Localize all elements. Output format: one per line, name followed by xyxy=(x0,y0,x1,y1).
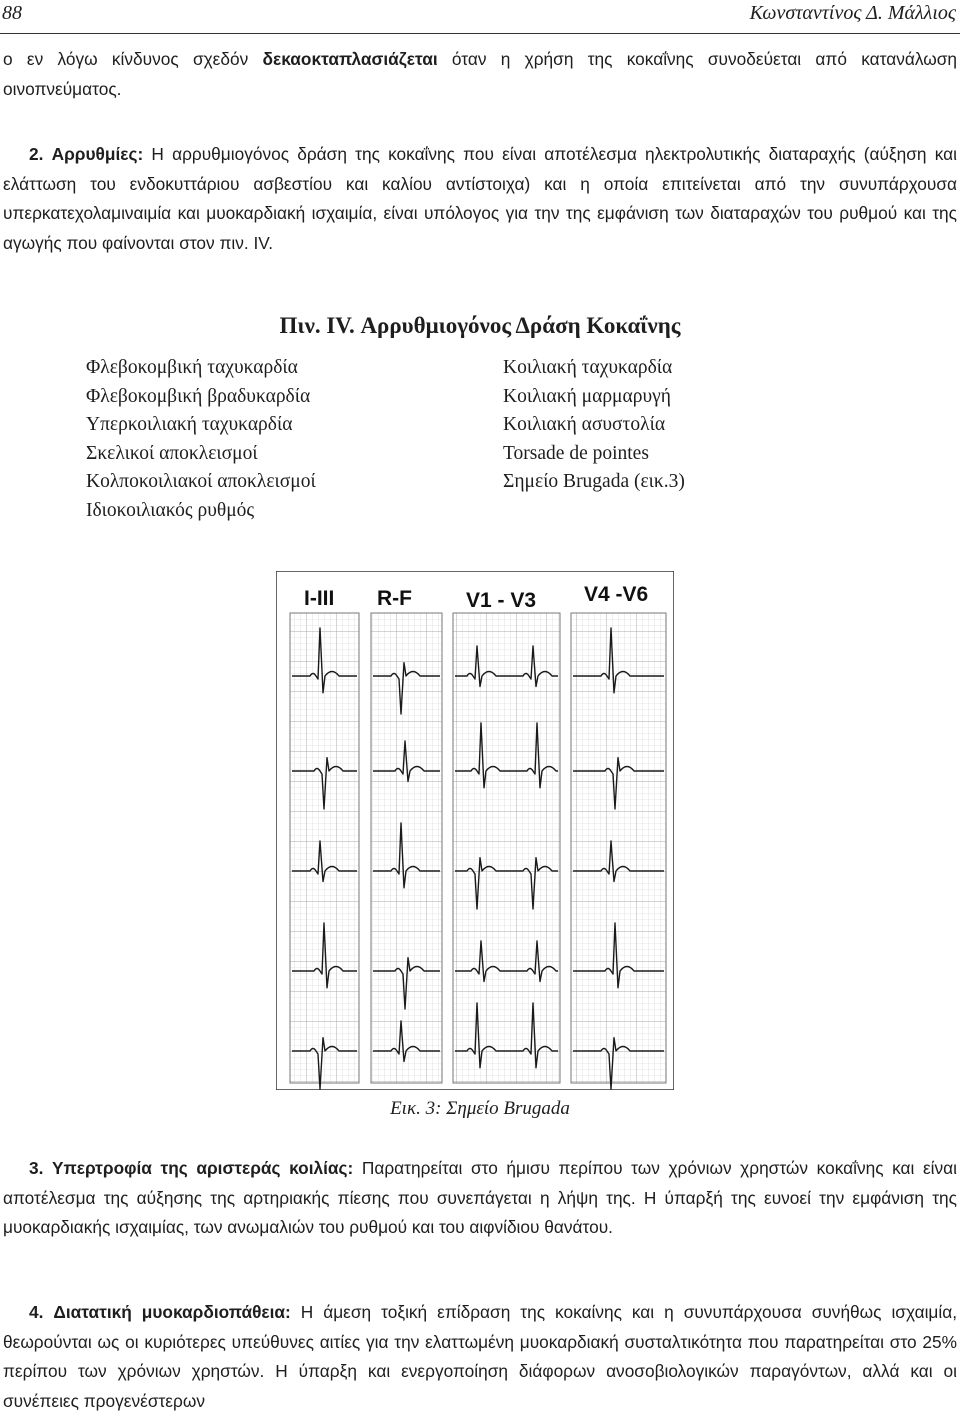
table-title: Πιν. IV. Αρρυθμιογόνος Δράση Κοκαΐνης xyxy=(279,313,681,338)
intro-text-end: όταν η χρήση της κοκαΐνης συνοδεύεται από κατανάλωση οινοπνεύματος. xyxy=(3,49,957,99)
lead-label-i-iii: I-III xyxy=(304,587,335,610)
page-number: 88 xyxy=(2,2,22,24)
section-4-number: 4. xyxy=(29,1302,44,1322)
table-item: Κοιλιακή μαρμαρυγή xyxy=(503,385,671,407)
section-2-paragraph xyxy=(3,140,957,258)
page-header xyxy=(0,0,960,34)
table-item: Κοιλιακή ταχυκαρδία xyxy=(503,357,673,378)
section-4-text: Η άμεση τοξική επίδραση της κοκαίνης και η συνυπάρχουσα συνήθως ισχαιμία, θεωρούνται ως οι κυριότερες υπεύθυνες αιτίες για την ελαττωμένη μυοκαρδιακή συσταλτικότητα που παρατηρείται στο 25% περίπου των χρόνιων χρηστών. Η ύπαρξη και ενεργοποίηση διάφορων ανοσοβιολογικών παραγόντων, αλλά και οι συνέπειες προγενέστερων xyxy=(3,1302,957,1411)
section-3-number: 3. xyxy=(29,1158,44,1178)
section-3-paragraph xyxy=(3,1154,957,1243)
section-3-text: Παρατηρείται στο ήμισυ περίπου των χρόνιων χρηστών κοκαΐνης και είναι αποτέλεσμα της αύξησης της αρτηριακής πίεσης που συνεπάγεται η λήψη της. Η ύπαρξή της ευνοεί την εμφάνιση της μυοκαρδιακής ισχαιμίας, των ανωμαλιών του ρυθμού και του αιφνίδιου θανάτου. xyxy=(3,1158,957,1237)
table-item: Torsade de pointes xyxy=(503,442,649,464)
ecg-figure xyxy=(276,571,674,1090)
header-rule xyxy=(0,33,960,34)
intro-text-start: ο εν λόγω κίνδυνος σχεδόν xyxy=(3,49,263,69)
section-2-title: Αρρυθμίες: xyxy=(51,144,144,164)
section-4-paragraph xyxy=(3,1298,957,1416)
table-item: Σημείο Brugada (εικ.3) xyxy=(503,471,685,493)
table-item: Φλεβοκομβική ταχυκαρδία xyxy=(86,357,298,378)
ecg-strip-r-f xyxy=(371,613,442,1083)
table-left-column xyxy=(86,354,316,526)
lead-label-r-f: R-F xyxy=(377,587,412,610)
intro-emphasis: δεκαοκταπλασιάζεται xyxy=(262,49,438,69)
figure-caption: Εικ. 3: Σημείο Brugada xyxy=(390,1098,570,1119)
ecg-strip-v4-v6 xyxy=(571,613,666,1083)
table-item: Φλεβοκομβική βραδυκαρδία xyxy=(86,385,311,407)
running-head-author: Κωνσταντίνος Δ. Μάλλιος xyxy=(749,2,956,24)
table-right-column xyxy=(503,354,685,497)
lead-label-v1-v3: V1 - V3 xyxy=(466,589,537,612)
table-item: Κοιλιακή ασυστολία xyxy=(503,414,666,436)
section-2-text: Η αρρυθμιογόνος δράση της κοκαΐνης που είναι αποτέλεσμα ηλεκτρολυτικής διαταραχής (αύξηση και ελάττωση του ενδοκυττάριου ασβεστίου και καλίου αντίστοιχα) και η οποία επιτείνεται από την συνυπάρχουσα υπερκατεχολαμιναιμία και μυοκαρδιακή ισχαιμία, είναι υπόλογος για την της εμφάνιση των διαταραχών του ρυθμού και της αγωγής που φαίνονται στον πιν. IV. xyxy=(3,144,957,253)
table-item: Ιδιοκοιλιακός ρυθμός xyxy=(86,499,255,521)
lead-label-v4-v6: V4 -V6 xyxy=(584,583,649,606)
table-item: Υπερκοιλιακή ταχυκαρδία xyxy=(86,414,293,436)
table-item: Σκελικοί αποκλεισμοί xyxy=(86,442,258,464)
section-4-title: Διατατική μυοκαρδιοπάθεια: xyxy=(53,1302,291,1322)
section-3-title: Υπερτροφία της αριστεράς κοιλίας: xyxy=(52,1158,354,1178)
ecg-strip-v1-v3 xyxy=(453,613,560,1083)
section-2-number: 2. xyxy=(29,144,44,164)
table-item: Κολποκοιλιακοί αποκλεισμοί xyxy=(86,471,316,493)
intro-paragraph xyxy=(3,45,957,104)
